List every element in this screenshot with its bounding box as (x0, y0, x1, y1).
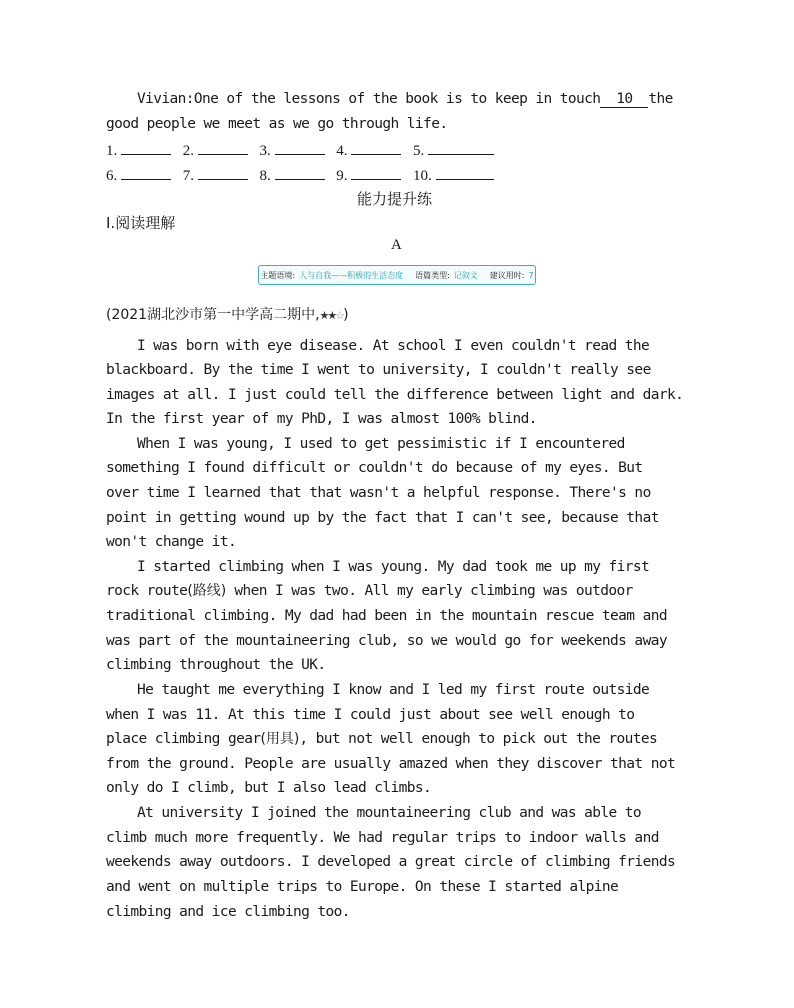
passage-line: images at all. I just could tell the difference between light and dark. (106, 387, 684, 403)
dialogue-line-2: good people we meet as we go through life. (106, 116, 448, 132)
genre-value: 记叙文 (453, 270, 478, 280)
source-line: (2021湖北沙市第一中学高二期中,★★☆) (106, 307, 349, 323)
passage-line: something I found difficult or couldn't do because of my eyes. But (106, 460, 643, 476)
gloss: (用具) (260, 731, 300, 747)
passage-line: when I was 11. At this time I could just about see well enough to (106, 707, 635, 723)
passage-info-banner (258, 265, 536, 285)
section-title: 能力提升练 (357, 190, 433, 208)
answer-row-2 (106, 165, 502, 185)
answer-blank[interactable] (351, 140, 401, 155)
theme-label: 主题语境: (260, 270, 296, 280)
passage-line: I was born with eye disease. At school I even couldn't read the (137, 338, 650, 354)
answer-item: 1. (106, 140, 171, 160)
speaker-name: Vivian (137, 91, 186, 107)
genre-label: 语篇类型: (415, 270, 450, 280)
answer-item: 8. (260, 165, 325, 185)
gloss: (路线) (187, 583, 227, 599)
part-title: Ⅰ.阅读理解 (106, 214, 176, 232)
passage-line: and went on multiple trips to Europe. On these I started alpine (106, 879, 619, 895)
answer-blank[interactable] (428, 140, 494, 155)
passage-line: climbing throughout the UK. (106, 657, 326, 673)
passage-line: rock route(路线) when I was two. All my early climbing was outdoor (106, 583, 633, 599)
dialogue-line-1 (137, 89, 673, 109)
passage-line: place climbing gear(用具), but not well enough to pick out the routes (106, 731, 658, 747)
answer-item: 3. (260, 140, 325, 160)
answer-item: 6. (106, 165, 171, 185)
passage-line: He taught me everything I know and I led my first route outside (137, 682, 650, 698)
passage-line: was part of the mountaineering club, so we would go for weekends away (106, 633, 667, 649)
difficulty-stars-icon: ★★☆ (319, 309, 344, 322)
passage-line: I started climbing when I was young. My dad took me up my first (137, 559, 650, 575)
passage-line: In the first year of my PhD, I was almost 100% blind. (106, 411, 537, 427)
passage-line: over time I learned that that wasn't a helpful response. There's no (106, 485, 651, 501)
answer-row-1 (106, 140, 502, 160)
passage-line: blackboard. By the time I went to university, I couldn't really see (106, 362, 651, 378)
source-text: (2021湖北沙市第一中学高二期中, (106, 307, 320, 323)
answer-item: 5. (413, 140, 494, 160)
passage-line: climbing and ice climbing too. (106, 904, 350, 920)
time-value: 7 (528, 270, 534, 280)
answer-blank[interactable] (121, 140, 171, 155)
blank-answer: 10 (616, 91, 633, 107)
passage-letter: A (391, 237, 402, 253)
answer-blank[interactable] (121, 165, 171, 180)
passage-line: won't change it. (106, 534, 237, 550)
answer-blank[interactable] (275, 165, 325, 180)
passage-line: When I was young, I used to get pessimistic if I encountered (137, 436, 625, 452)
passage-line: climb much more frequently. We had regular trips to indoor walls and (106, 830, 659, 846)
passage-line: only do I climb, but I also lead climbs. (106, 780, 432, 796)
time-label: 建议用时: (489, 270, 525, 280)
answer-blank[interactable] (198, 140, 248, 155)
passage-line: weekends away outdoors. I developed a great circle of climbing friends (106, 854, 676, 870)
theme-value: 人与自我——积极的生活态度 (299, 270, 404, 280)
answer-blank[interactable] (198, 165, 248, 180)
answer-item: 7. (183, 165, 248, 185)
answer-blank[interactable] (351, 165, 401, 180)
answer-item: 9. (336, 165, 401, 185)
answer-item: 10. (413, 165, 494, 185)
passage-line: from the ground. People are usually amazed when they discover that not (106, 756, 676, 772)
passage-line: At university I joined the mountaineering club and was able to (137, 805, 642, 821)
passage-line: traditional climbing. My dad had been in the mountain rescue team and (106, 608, 667, 624)
answer-item: 4. (336, 140, 401, 160)
dialogue-text: :One of the lessons of the book is to keep in touch (185, 91, 601, 107)
dialogue-text-after: the (648, 91, 673, 107)
answer-blank[interactable] (275, 140, 325, 155)
answer-item: 2. (183, 140, 248, 160)
answer-blank[interactable] (436, 165, 494, 180)
blank-10[interactable] (600, 91, 648, 108)
passage-line: point in getting wound up by the fact that I can't see, because that (106, 510, 659, 526)
